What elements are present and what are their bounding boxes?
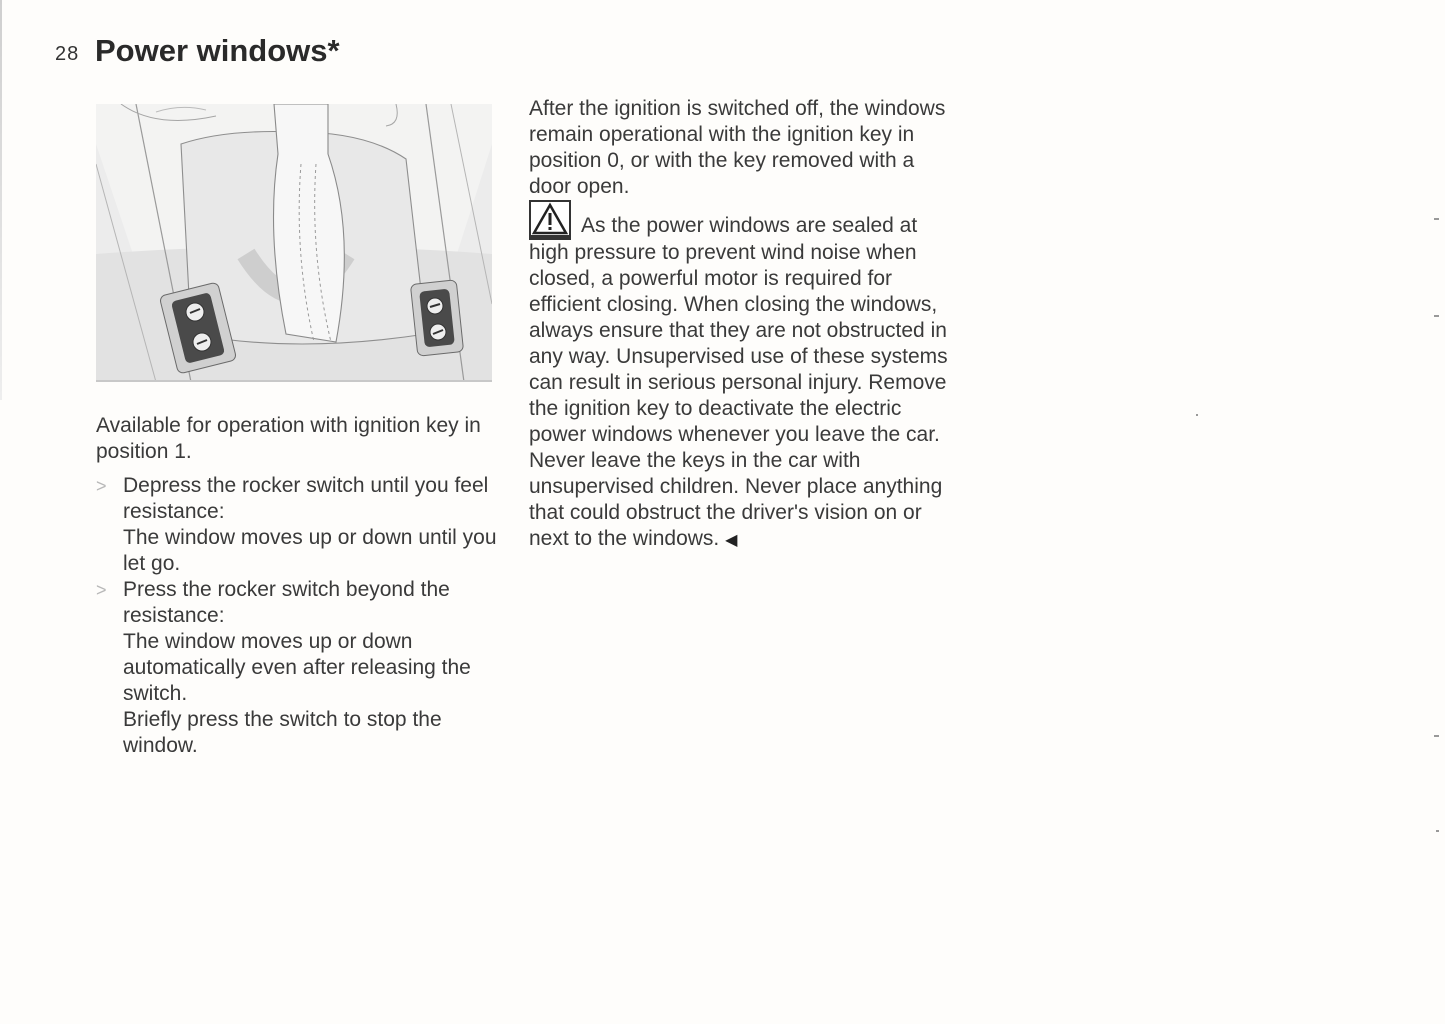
step-item	[96, 577, 516, 759]
chevron-right-icon: >	[96, 580, 107, 600]
scan-mark	[1434, 315, 1439, 317]
warning-triangle-icon	[529, 200, 571, 240]
chevron-right-icon: >	[96, 476, 107, 496]
warning-paragraph	[529, 200, 949, 554]
page-title: Power windows*	[95, 33, 340, 68]
step-item	[96, 473, 516, 577]
console-switches-illustration	[96, 104, 492, 382]
scan-mark	[1196, 414, 1198, 416]
right-column	[529, 96, 949, 554]
end-of-section-icon: ◀	[725, 532, 738, 549]
page-number: 28	[55, 43, 80, 65]
scan-mark	[1434, 218, 1439, 220]
ignition-off-paragraph: After the ignition is switched off, the windows remain operational with the ignition key in position 0, or with the key removed with a door open.	[529, 97, 946, 198]
warning-text: As the power windows are sealed at high pressure to prevent wind noise when closed, a powerful motor is required for efficient closing. When closing the windows, always ensure that they are not obstructed in any way. Unsupervised use of these systems can result in serious personal injury. Remove the ignition key to deactivate the electric power windows whenever you leave the car. Never leave the keys in the car with unsupervised children. Never place anything that could obstruct the driver's vision on or next to the windows.	[529, 214, 948, 550]
step-action: Press the rocker switch beyond the resistance:	[123, 578, 450, 627]
left-column	[96, 413, 516, 759]
step-note: Briefly press the switch to stop the window.	[123, 708, 442, 757]
scan-mark	[1436, 830, 1439, 832]
step-action: Depress the rocker switch until you feel resistance:	[123, 474, 489, 523]
scan-mark	[1434, 735, 1439, 737]
step-result: The window moves up or down until you let go.	[123, 526, 497, 575]
step-result: The window moves up or down automatically even after releasing the switch.	[123, 630, 471, 705]
page-edge	[0, 0, 2, 400]
intro-paragraph: Available for operation with ignition key in position 1.	[96, 414, 481, 463]
